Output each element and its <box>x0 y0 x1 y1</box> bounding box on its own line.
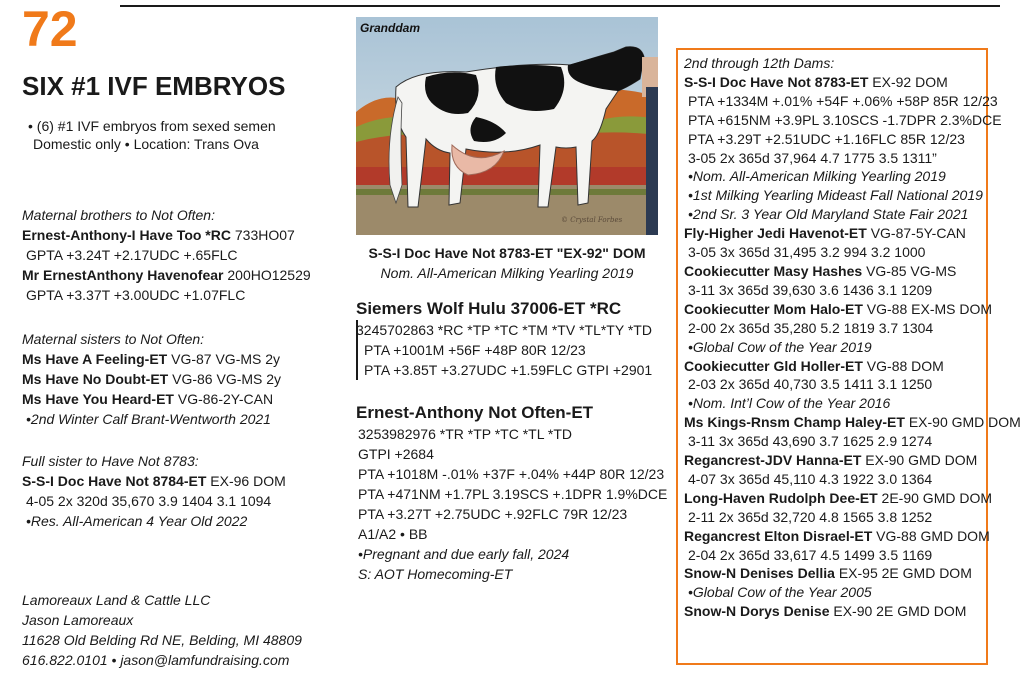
dam-entry-name: Regancrest Elton Disrael-ET <box>684 527 873 544</box>
contact-farm: Lamoreaux Land & Cattle LLC <box>22 592 211 608</box>
dam-note: •Pregnant and due early fall, 2024 <box>358 546 570 562</box>
contact-address: 11628 Old Belding Rd NE, Belding, MI 48809 <box>22 632 302 648</box>
contact-phone-email: 616.822.0101 • jason@lamfundraising.com <box>22 652 290 668</box>
dams-box <box>676 48 1021 665</box>
lot-desc-line-1: • (6) #1 IVF embryos from sexed semen <box>28 118 276 134</box>
lot-description <box>28 117 328 153</box>
dam-entry-classification: VG-88 GMD DOM <box>872 527 990 544</box>
dam-entry <box>684 357 980 376</box>
dam-line: PTA +3.27T +2.75UDC +.92FLC 79R 12/23 <box>358 506 628 522</box>
lot-title: SIX #1 IVF EMBRYOS <box>22 71 286 101</box>
maternal-sister-score: VG-86 VG-MS 2y <box>168 371 282 387</box>
dam-entry-record: 3-11 3x 365d 39,630 3.6 1436 3.1 1209 <box>688 281 933 298</box>
dam-entry <box>684 527 990 546</box>
full-sister-entry <box>22 471 342 491</box>
dams-list <box>684 73 1021 621</box>
maternal-brother-code: 200HO12529 <box>223 267 311 283</box>
maternal-brother-stats: GPTA +3.24T +2.17UDC +.65FLC <box>26 247 238 263</box>
dam-entry-note: •Global Cow of the Year 2019 <box>688 338 872 355</box>
dam-entry <box>684 413 1021 432</box>
sire-section <box>356 298 652 380</box>
dam-entry-classification: EX-90 GMD DOM <box>904 414 1021 431</box>
dam-line: A1/A2 • BB <box>358 526 428 542</box>
dam-entry <box>684 73 980 92</box>
maternal-brother-name: Ernest-Anthony-I Have Too *RC <box>22 227 231 243</box>
dam-entry-record: 2-03 2x 365d 40,730 3.5 1411 3.1 1250 <box>688 376 933 393</box>
dam-entry <box>684 451 980 470</box>
maternal-sister-entry <box>22 349 342 369</box>
lot-desc-line-2: Domestic only • Location: Trans Ova <box>33 136 259 152</box>
maternal-sister-score: VG-87 VG-MS 2y <box>167 351 281 367</box>
sire-line: PTA +1001M +56F +48P 80R 12/23 <box>364 342 586 358</box>
maternal-sister-note: •2nd Winter Calf Brant-Wentworth 2021 <box>26 411 271 427</box>
contact-block <box>22 590 302 670</box>
top-rule <box>120 5 1000 7</box>
dam-line: PTA +1018M -.01% +37F +.04% +44P 80R 12/23 <box>358 466 665 482</box>
cow-photo-illustration <box>356 17 658 235</box>
dam-entry <box>684 224 980 243</box>
full-sister-note: •Res. All-American 4 Year Old 2022 <box>26 513 248 529</box>
dam-entry-name: S-S-I Doc Have Not 8783-ET <box>684 73 869 90</box>
dam-entry-name: Long-Haven Rudolph Dee-ET <box>684 489 878 506</box>
dams-heading: 2nd through 12th Dams: <box>684 55 835 71</box>
maternal-sisters-section <box>22 329 342 429</box>
dam-details <box>356 424 667 584</box>
photo-caption-name: S-S-I Doc Have Not 8783-ET "EX-92" DOM <box>368 245 646 261</box>
maternal-brother-stats: GPTA +3.37T +3.00UDC +1.07FLC <box>26 287 246 303</box>
sire-name: Siemers Wolf Hulu 37006-ET *RC <box>356 299 622 318</box>
dam-entry-classification: EX-90 GMD DOM <box>861 452 978 469</box>
dam-entry-note: •Nom. All-American Milking Yearling 2019 <box>688 168 946 185</box>
dam-entry-classification: EX-90 2E GMD DOM <box>829 603 967 620</box>
dam-line: 3253982976 *TR *TP *TC *TL *TD <box>358 426 572 442</box>
dam-entry-classification: EX-92 DOM <box>868 73 948 90</box>
maternal-sister-name: Ms Have No Doubt-ET <box>22 371 169 387</box>
maternal-brothers-heading: Maternal brothers to Not Often: <box>22 207 215 223</box>
maternal-sister-name: Ms Have You Heard-ET <box>22 391 174 407</box>
photo-caption <box>356 243 658 283</box>
dam-entry-classification: VG-85 VG-MS <box>862 262 957 279</box>
photo-watermark: © Crystal Forbes <box>561 216 623 224</box>
dam-entry-classification: EX-95 2E GMD DOM <box>834 565 972 582</box>
dam-entry-record: 2-11 2x 365d 32,720 4.8 1565 3.8 1252 <box>688 508 933 525</box>
dam-entry-classification: VG-88 DOM <box>862 357 944 374</box>
dam-name: Ernest-Anthony Not Often-ET <box>356 403 594 422</box>
maternal-brother-entry <box>22 225 342 245</box>
sire-details <box>356 320 652 380</box>
maternal-brothers-section <box>22 205 342 305</box>
contact-person: Jason Lamoreaux <box>22 612 134 628</box>
dam-line: GTPI +2684 <box>358 446 434 462</box>
dam-note: S: AOT Homecoming-ET <box>358 566 513 582</box>
dam-entry-name: Cookiecutter Mom Halo-ET <box>684 300 863 317</box>
dam-entry-note: •1st Milking Yearling Mideast Fall National 2019 <box>688 187 983 204</box>
dam-entry-note: •Global Cow of the Year 2005 <box>688 584 872 601</box>
dam-entry-name: Snow-N Denises Dellia <box>684 565 835 582</box>
dam-entry-note: •Nom. Int’l Cow of the Year 2016 <box>688 395 891 412</box>
maternal-brother-entry <box>22 265 342 285</box>
granddam-photo <box>356 17 658 235</box>
dam-line: PTA +471NM +1.7PL 3.19SCS +.1DPR 1.9%DCE <box>358 486 668 502</box>
dam-entry <box>684 262 980 281</box>
maternal-brother-code: 733HO07 <box>230 227 295 243</box>
dam-entry <box>684 602 980 621</box>
full-sister-name: S-S-I Doc Have Not 8784-ET <box>22 473 207 489</box>
maternal-sisters-heading: Maternal sisters to Not Often: <box>22 331 205 347</box>
photo-label: Granddam <box>360 21 421 35</box>
dam-entry <box>684 489 993 508</box>
full-sister-heading: Full sister to Have Not 8783: <box>22 453 199 469</box>
sire-line: PTA +3.85T +3.27UDC +1.59FLC GTPI +2901 <box>364 362 653 378</box>
full-sister-section <box>22 451 342 531</box>
dam-entry-record: 2-04 2x 365d 33,617 4.5 1499 3.5 1169 <box>688 546 933 563</box>
dam-entry-record: 4-07 3x 365d 45,110 4.3 1922 3.0 1364 <box>688 470 933 487</box>
dam-entry-record: PTA +3.29T +2.51UDC +1.16FLC 85R 12/23 <box>688 130 965 147</box>
dam-entry-record: PTA +1334M +.01% +54F +.06% +58P 85R 12/23 <box>688 92 998 109</box>
dam-entry-name: Cookiecutter Gld Holler-ET <box>684 357 863 374</box>
dam-entry-classification: VG-88 EX-MS DOM <box>862 300 993 317</box>
maternal-brother-name: Mr ErnestAnthony Havenofear <box>22 267 224 283</box>
dam-entry-record: PTA +615NM +3.9PL 3.10SCS -1.7DPR 2.3%DCE <box>688 111 1002 128</box>
full-sister-score: EX-96 DOM <box>206 473 286 489</box>
maternal-sister-entry <box>22 389 342 409</box>
dam-entry-name: Snow-N Dorys Denise <box>684 603 830 620</box>
dam-entry-name: Regancrest-JDV Hanna-ET <box>684 452 862 469</box>
maternal-sister-name: Ms Have A Feeling-ET <box>22 351 168 367</box>
dam-section <box>356 402 667 584</box>
dam-entry-name: Fly-Higher Jedi Havenot-ET <box>684 225 867 242</box>
dam-entry-name: Cookiecutter Masy Hashes <box>684 262 863 279</box>
lot-number: 72 <box>22 1 78 57</box>
dam-entry-name: Ms Kings-Rnsm Champ Haley-ET <box>684 414 905 431</box>
dam-entry-record: 3-05 2x 365d 37,964 4.7 1775 3.5 1311” <box>688 149 937 166</box>
dam-entry <box>684 564 980 583</box>
dam-entry-record: 2-00 2x 365d 35,280 5.2 1819 3.7 1304 <box>688 319 934 336</box>
full-sister-record: 4-05 2x 320d 35,670 3.9 1404 3.1 1094 <box>26 493 272 509</box>
dam-entry <box>684 300 993 319</box>
dam-entry-record: 3-05 3x 365d 31,495 3.2 994 3.2 1000 <box>688 244 926 261</box>
maternal-sister-entry <box>22 369 342 389</box>
dam-entry-classification: VG-87-5Y-CAN <box>866 225 966 242</box>
dam-entry-record: 3-11 3x 365d 43,690 3.7 1625 2.9 1274 <box>688 433 933 450</box>
photo-caption-note: Nom. All-American Milking Yearling 2019 <box>380 265 634 281</box>
maternal-sister-score: VG-86-2Y-CAN <box>173 391 274 407</box>
sire-line: 3245702863 *RC *TP *TC *TM *TV *TL*TY *TD <box>356 322 652 338</box>
dam-entry-classification: 2E-90 GMD DOM <box>877 489 993 506</box>
dam-entry-note: •2nd Sr. 3 Year Old Maryland State Fair 2021 <box>688 206 969 223</box>
